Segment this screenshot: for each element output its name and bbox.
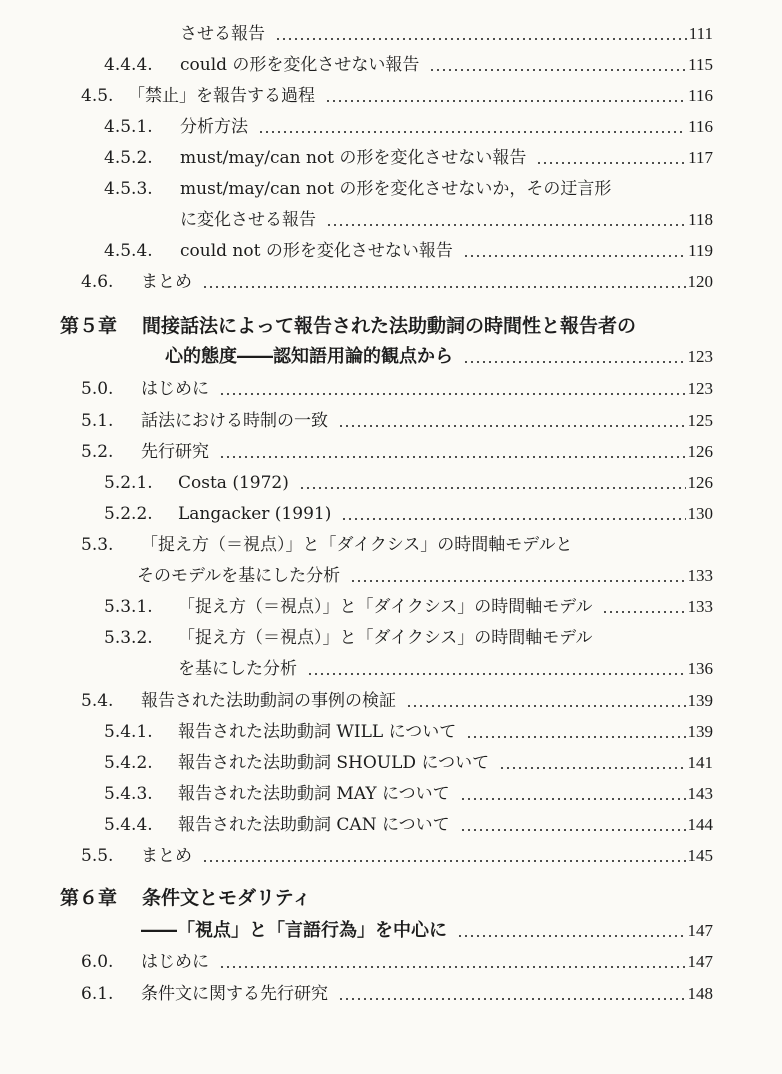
toc-number: 4.6. <box>81 272 114 292</box>
leader-dots <box>258 116 686 138</box>
toc-number: 5.0. <box>81 379 114 399</box>
toc-entry[interactable] <box>180 203 713 231</box>
toc-page-number: 133 <box>687 566 713 585</box>
toc-entry[interactable] <box>137 559 713 587</box>
toc-entry[interactable] <box>104 141 713 169</box>
toc-title: could の形を変化させない報告 <box>180 55 420 75</box>
toc-number: 6.0. <box>81 952 114 972</box>
toc-page-number: 116 <box>688 117 713 136</box>
chapter-heading[interactable] <box>60 308 713 338</box>
chapter-number: 第５章 <box>60 315 118 337</box>
toc-page-number: 148 <box>687 984 713 1003</box>
toc-page-number: 144 <box>687 815 713 834</box>
leader-dots <box>466 721 685 743</box>
toc-page-number: 123 <box>687 347 713 366</box>
toc-title: まとめ <box>141 272 192 292</box>
toc-number: 5.1. <box>81 411 114 431</box>
leader-dots <box>457 920 686 942</box>
toc-entry[interactable] <box>180 17 713 45</box>
toc-number: 5.2.1. <box>104 473 153 493</box>
toc-page-number: 139 <box>687 722 713 741</box>
toc-title: 「禁止」を報告する過程 <box>128 86 315 106</box>
toc-page-number: 130 <box>687 504 713 523</box>
leader-dots <box>219 441 686 463</box>
leader-dots <box>307 658 686 680</box>
toc-entry[interactable] <box>104 808 713 836</box>
toc-page-number: 125 <box>687 411 713 430</box>
toc-title: Langacker (1991) <box>178 504 332 524</box>
toc-title: Costa (1972) <box>178 473 289 493</box>
toc-entry[interactable] <box>81 839 713 867</box>
leader-dots <box>326 209 686 231</box>
leader-dots <box>406 690 686 712</box>
toc-title: 話法における時制の一致 <box>141 411 328 431</box>
toc-entry[interactable] <box>104 497 713 525</box>
leader-dots <box>536 147 686 169</box>
toc-title: を基にした分析 <box>178 659 297 679</box>
toc-page-number: 111 <box>688 24 713 43</box>
toc-title: 「捉え方（＝視点）」と「ダイクシス」の時間軸モデルと <box>141 535 573 555</box>
toc-number: 4.4.4. <box>104 55 153 75</box>
toc-number: 6.1. <box>81 984 114 1004</box>
toc-number: 5.4.2. <box>104 753 153 773</box>
toc-page-number: 119 <box>688 241 713 260</box>
toc-title: must/may/can not の形を変化させない報告 <box>180 148 527 168</box>
toc-entry[interactable] <box>104 777 713 805</box>
toc-title: 報告された法助動詞 WILL について <box>178 722 457 742</box>
toc-entry[interactable] <box>81 265 713 293</box>
toc-title: 分析方法 <box>180 117 248 137</box>
toc-number: 5.2.2. <box>104 504 153 524</box>
toc-number: 5.2. <box>81 442 114 462</box>
leader-dots <box>299 472 686 494</box>
toc-number: 5.4.4. <box>104 815 153 835</box>
toc-page-number: 118 <box>688 210 713 229</box>
leader-dots <box>338 410 686 432</box>
leader-dots <box>202 845 686 867</box>
toc-page-number: 115 <box>688 55 713 74</box>
toc-title: 条件文に関する先行研究 <box>141 984 328 1004</box>
toc-title: 報告された法助動詞の事例の検証 <box>141 691 396 711</box>
toc-page-number: 141 <box>687 753 713 772</box>
toc-number: 4.5.4. <box>104 241 153 261</box>
toc-entry[interactable] <box>178 652 713 680</box>
toc-title: させる報告 <box>180 24 265 44</box>
toc-number: 4.5.2. <box>104 148 153 168</box>
toc-entry[interactable] <box>81 945 713 973</box>
chapter-number: 第６章 <box>60 887 118 909</box>
toc-entry[interactable] <box>104 466 713 494</box>
toc-page-number: 123 <box>687 379 713 398</box>
toc-title: 「捉え方（＝視点）」と「ダイクシス」の時間軸モデル <box>178 628 593 648</box>
toc-entry[interactable] <box>81 684 713 712</box>
leader-dots <box>219 951 686 973</box>
leader-dots <box>275 23 687 45</box>
toc-entry[interactable] <box>81 977 713 1005</box>
toc-page-number: 126 <box>687 442 713 461</box>
toc-number: 4.5. <box>81 86 114 106</box>
toc-entry[interactable] <box>104 110 713 138</box>
leader-dots <box>429 54 686 76</box>
toc-entry[interactable] <box>104 234 713 262</box>
toc-page-number: 147 <box>687 952 713 971</box>
toc-title: 「捉え方（＝視点）」と「ダイクシス」の時間軸モデル <box>178 597 593 617</box>
toc-entry[interactable] <box>81 372 713 400</box>
toc-title: に変化させる報告 <box>180 210 316 230</box>
toc-page-number: 120 <box>687 272 713 291</box>
leader-dots <box>460 814 686 836</box>
toc-title: 先行研究 <box>141 442 209 462</box>
leader-dots <box>602 596 685 618</box>
toc-entry[interactable] <box>104 172 713 200</box>
toc-entry[interactable] <box>104 621 713 649</box>
leader-dots <box>341 503 685 525</box>
toc-entry[interactable] <box>104 590 713 618</box>
toc-title: はじめに <box>141 952 209 972</box>
leader-dots <box>202 271 686 293</box>
leader-dots <box>338 983 686 1005</box>
toc-title: 報告された法助動詞 MAY について <box>178 784 450 804</box>
toc-number: 5.4. <box>81 691 114 711</box>
toc-number: 5.4.1. <box>104 722 153 742</box>
toc-entry[interactable] <box>104 746 713 774</box>
toc-page-number: 147 <box>687 921 713 940</box>
toc-entry[interactable] <box>81 435 713 463</box>
toc-page-number: 126 <box>687 473 713 492</box>
leader-dots <box>460 783 686 805</box>
toc-number: 5.4.3. <box>104 784 153 804</box>
toc-title: must/may/can not の形を変化させないか，その迂言形 <box>180 179 612 199</box>
chapter-title: 条件文とモダリティ <box>142 887 312 909</box>
toc-title: 報告された法助動詞 SHOULD について <box>178 753 490 773</box>
toc-title: そのモデルを基にした分析 <box>137 566 341 586</box>
chapter-heading-cont[interactable] <box>165 340 713 368</box>
toc-title: まとめ <box>141 846 192 866</box>
toc-page-number: 136 <box>687 659 713 678</box>
toc-page-number: 143 <box>687 784 713 803</box>
toc-page-number: 145 <box>687 846 713 865</box>
chapter-title: 間接話法によって報告された法助動詞の時間性と報告者の <box>142 315 637 337</box>
chapter-heading[interactable] <box>60 880 713 910</box>
leader-dots <box>463 346 686 368</box>
toc-entry[interactable] <box>104 715 713 743</box>
toc-entry[interactable] <box>104 48 713 76</box>
toc-number: 5.3.1. <box>104 597 153 617</box>
toc-number: 5.5. <box>81 846 114 866</box>
toc-entry[interactable] <box>81 79 713 107</box>
toc-page-number: 117 <box>688 148 713 167</box>
leader-dots <box>219 378 686 400</box>
toc-number: 4.5.1. <box>104 117 153 137</box>
toc-number: 5.3.2. <box>104 628 153 648</box>
leader-dots <box>463 240 686 262</box>
toc-page-number: 139 <box>687 691 713 710</box>
toc-title: could not の形を変化させない報告 <box>180 241 453 261</box>
toc-number: 4.5.3. <box>104 179 153 199</box>
toc-number: 5.3. <box>81 535 114 555</box>
leader-dots <box>350 565 685 587</box>
toc-entry[interactable] <box>81 404 713 432</box>
leader-dots <box>325 85 686 107</box>
chapter-subtitle: 心的態度――認知語用論的観点から <box>165 346 453 367</box>
toc-title: はじめに <box>141 379 209 399</box>
toc-entry[interactable] <box>81 528 713 556</box>
chapter-subtitle: ――「視点」と「言語行為」を中心に <box>141 920 447 941</box>
toc-title: 報告された法助動詞 CAN について <box>178 815 450 835</box>
toc-page-number: 133 <box>687 597 713 616</box>
toc-page-number: 116 <box>688 86 713 105</box>
chapter-heading-cont[interactable] <box>141 914 713 942</box>
leader-dots <box>499 752 685 774</box>
